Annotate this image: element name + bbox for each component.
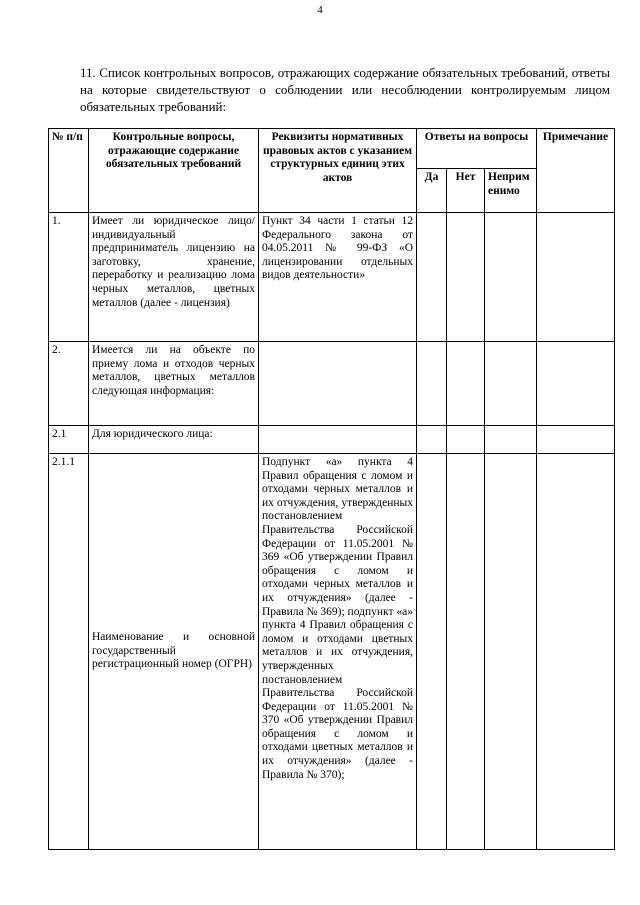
answer-na-cell[interactable] [485, 213, 537, 342]
header-yes: Да [417, 169, 447, 213]
row-requisites [259, 426, 417, 454]
note-cell[interactable] [537, 454, 615, 850]
table-row [49, 213, 615, 342]
answer-yes-cell[interactable] [417, 426, 447, 454]
answer-na-cell[interactable] [485, 342, 537, 426]
row-requisites [259, 342, 417, 426]
note-cell[interactable] [537, 213, 615, 342]
answer-yes-cell[interactable] [417, 342, 447, 426]
header-questions: Контрольные вопросы, отражающие содержание обязательных требований [89, 129, 259, 213]
header-note: Примечание [537, 129, 615, 213]
answer-yes-cell[interactable] [417, 213, 447, 342]
answer-na-cell[interactable] [485, 426, 537, 454]
intro-number: 11. [80, 65, 96, 80]
row-requisites: Подпункт «а» пункта 4 Правил обращения с ломом и отходами черных металлов и их отчуждения, утвержденных постановлением Правительства Российской Федерации от 11.05.2001 № 369 «Об утверждении Правил обращения с ломом и отходами черных металлов и их отчуждения» (далее - Правила № 369); подпункт «а» пункта 4 Правил обращения с ломом и отходами цветных металлов и их отчуждения, утвержденных постановлением Правительства Российской Федерации от 11.05.2001 № 370 «Об утверждении Правил обращения с ломом и отходами цветных металлов и их отчуждения» (далее - Правила № 370); [259, 454, 417, 850]
checklist-table [48, 128, 615, 850]
header-na: Неприм енимо [485, 169, 537, 213]
row-question: Имеет ли юридическое лицо/индивидуальный предприниматель лицензию на заготовку, хранение, переработку и реализацию лома черных металлов, цветных металлов (далее - лицензия) [89, 213, 259, 342]
row-num: 2.1.1 [49, 454, 89, 850]
header-no: Нет [447, 169, 485, 213]
answer-no-cell[interactable] [447, 213, 485, 342]
intro-text: Список контрольных вопросов, отражающих содержание обязательных требований, ответы на которые свидетельствуют о соблюдении или несоблюдении контролируемым лицом обязательных требований: [80, 65, 610, 114]
note-cell[interactable] [537, 426, 615, 454]
page-number: 4 [317, 4, 323, 16]
row-question: Для юридического лица: [89, 426, 259, 454]
intro-paragraph [80, 64, 610, 115]
row-num: 2.1 [49, 426, 89, 454]
table-row [49, 454, 615, 850]
row-requisites: Пункт 34 части 1 статьи 12 Федерального закона от 04.05.2011 № 99-ФЗ «О лицензировании отдельных видов деятельности» [259, 213, 417, 342]
answer-na-cell[interactable] [485, 454, 537, 850]
row-num: 2. [49, 342, 89, 426]
table-row [49, 342, 615, 426]
table-row [49, 426, 615, 454]
header-answers: Ответы на вопросы [417, 129, 537, 169]
row-question: Наименование и основной государственный регистрационный номер (ОГРН) [89, 454, 259, 850]
note-cell[interactable] [537, 342, 615, 426]
answer-no-cell[interactable] [447, 454, 485, 850]
answer-yes-cell[interactable] [417, 454, 447, 850]
header-num: № п/п [49, 129, 89, 213]
answer-no-cell[interactable] [447, 342, 485, 426]
row-num: 1. [49, 213, 89, 342]
row-question: Имеется ли на объекте по приему лома и отходов черных металлов, цветных металлов следующая информация: [89, 342, 259, 426]
answer-no-cell[interactable] [447, 426, 485, 454]
header-requisites: Реквизиты нормативных правовых актов с указанием структурных единиц этих актов [259, 129, 417, 213]
